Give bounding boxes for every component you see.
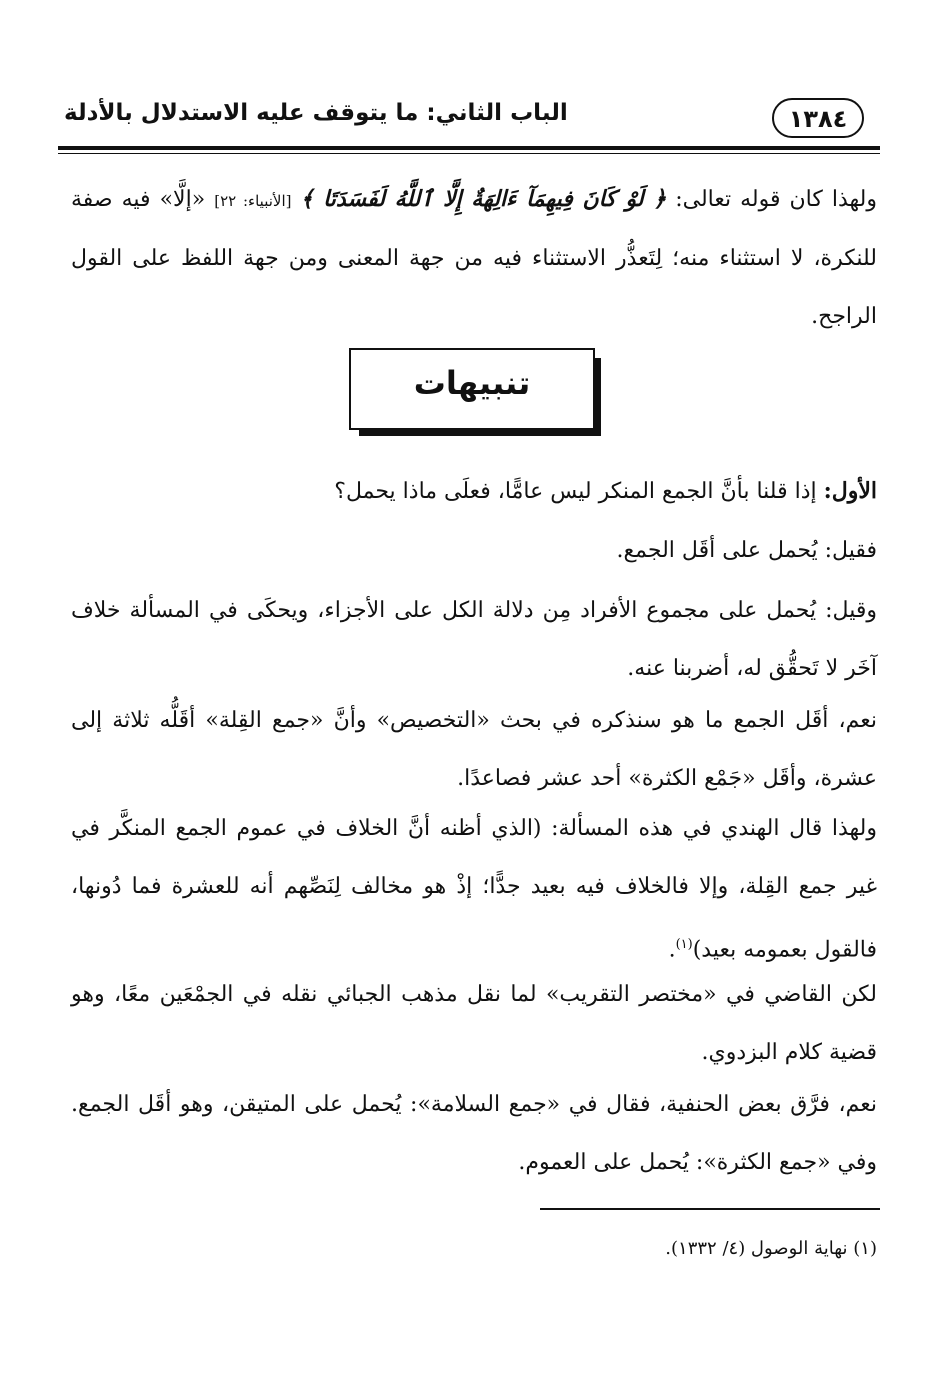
footnote-ref: (١)	[675, 937, 693, 952]
page-number: ١٣٨٤	[772, 98, 864, 138]
paragraph-5	[71, 800, 877, 979]
footnote-separator	[540, 1208, 880, 1210]
page-header	[58, 92, 864, 146]
paragraph-6: لكن القاضي في «مختصر التقريب» لما نقل مذهب الجبائي نقله في الجمْعَين معًا، وهو قضية كلام البزدوي.	[71, 982, 877, 1065]
verse-citation: [الأنبياء: ٢٢]	[214, 192, 292, 210]
paragraph-1-text: إذا قلنا بأنَّ الجمع المنكر ليس عامًّا، فعلَى ماذا يحمل؟	[334, 479, 824, 504]
paragraph-7: نعم، فرَّق بعض الحنفية، فقال في «جمع السلامة»: يُحمل على المتيقن، وهو أقَل الجمع. وفي «جمع الكثرة»: يُحمل على العموم.	[71, 1092, 877, 1175]
footnote: (١) نهاية الوصول (٤/ ١٣٣٢).	[665, 1238, 877, 1259]
paragraph-1	[71, 462, 877, 521]
intro-text-end: «إلَّا» فيه صفة للنكرة، لا استثناء منه؛ لِتَعذُّر الاستثناء فيه من جهة المعنى ومن جهة اللفظ على القول الراجح.	[71, 187, 877, 329]
paragraph-2: فقيل: يُحمل على أقَل الجمع.	[616, 538, 877, 563]
paragraph-3: وقيل: يُحمل على مجموع الأفراد مِن دلالة الكل على الأجزاء، ويحكَى في المسألة خلاف آخَر لا تَحقُّق له، أضربنا عنه.	[71, 598, 877, 681]
intro-paragraph	[71, 170, 877, 346]
section-heading-box	[349, 348, 595, 430]
section-heading: تنبيهات	[413, 364, 531, 402]
quran-verse: ﴿ لَوْ كَانَ فِيهِمَآ ءَالِهَةٌ إِلَّا ٱللَّهُ لَفَسَدَتَا ﴾	[300, 186, 667, 212]
paragraph-1-label: الأول:	[823, 478, 877, 504]
intro-text-start: ولهذا كان قوله تعالى:	[666, 187, 877, 212]
header-rule-thin	[58, 153, 880, 154]
paragraph-5-text: ولهذا قال الهندي في هذه المسألة: (الذي أظنه أنَّ الخلاف في عموم الجمع المنكَّر في غير جمع القِلة، وإلا فالخلاف فيه بعيد جدًّا؛ إذْ هو مخالف لِنَصِّهم أنه للعشرة فما دُونها، فالقول بعمومه بعيد)	[71, 816, 877, 963]
running-title: الباب الثاني: ما يتوقف عليه الاستدلال بالأدلة	[64, 100, 568, 126]
paragraph-4: نعم، أقَل الجمع ما هو سنذكره في بحث «التخصيص» وأنَّ «جمع القِلة» أقَلُّه ثلاثة إلى عشرة، وأقَل «جَمْع الكثرة» أحد عشر فصاعدًا.	[71, 708, 877, 791]
header-rule-thick	[58, 146, 880, 150]
paragraph-5-end: .	[668, 937, 676, 963]
